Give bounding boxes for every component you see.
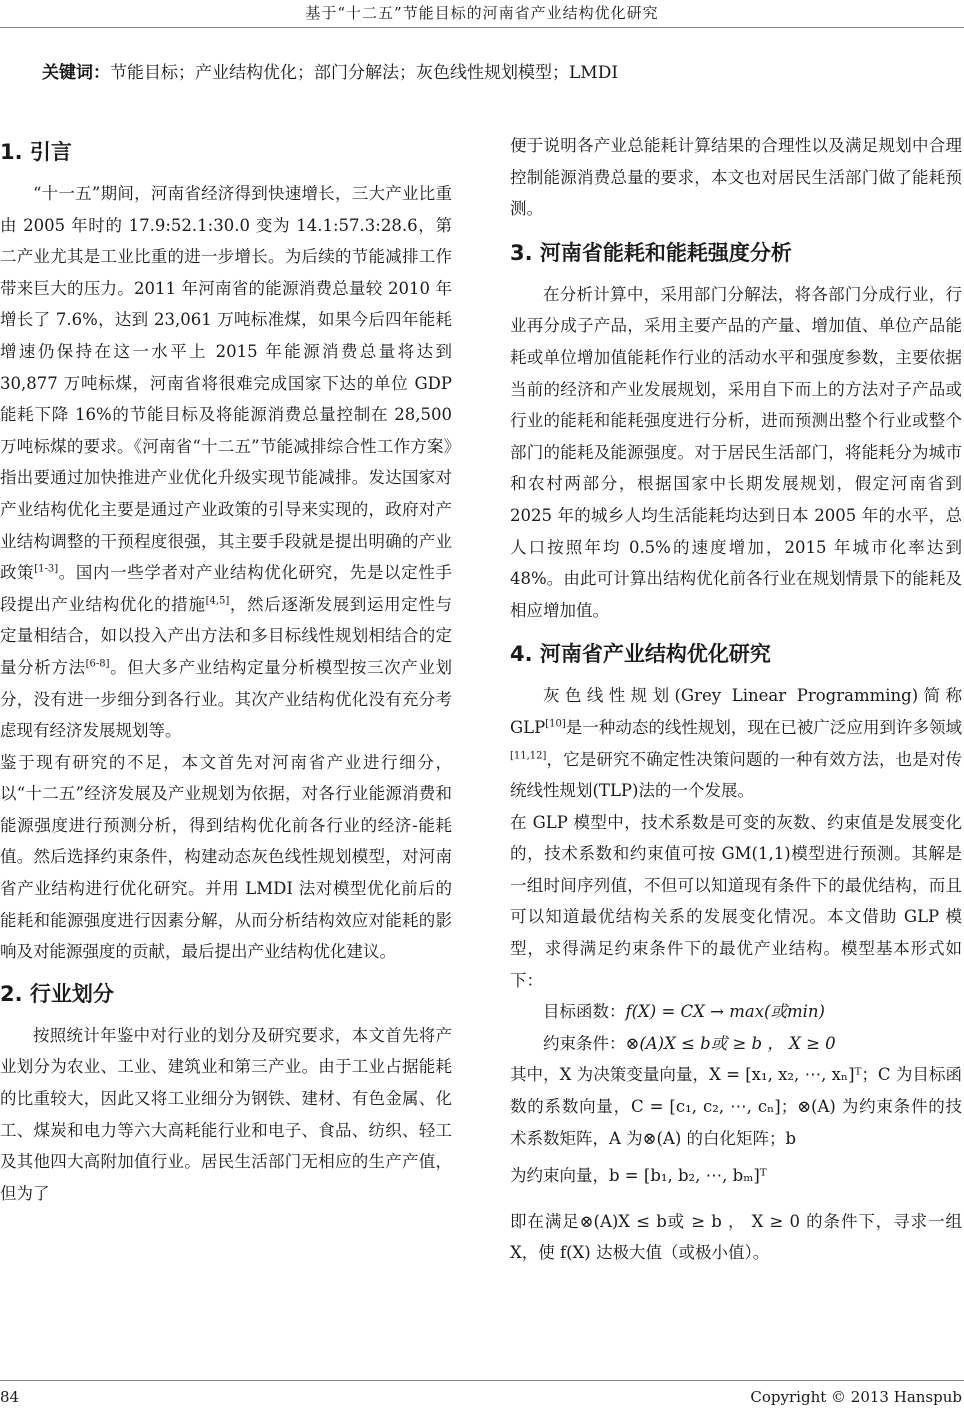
header-rule	[0, 27, 964, 28]
page-number: 84	[0, 1388, 20, 1406]
text-run: 。但大多产业结构定量分析模型按三次产业划分，没有进一步细分到各行业。其次产业结构优化没有充分考虑现有经济发展规划等。	[0, 657, 453, 741]
constraint-formula: ⊗(A)X ≤ b或 ≥ b ， X ≥ 0	[625, 1033, 836, 1053]
objective-label: 目标函数：	[543, 1002, 626, 1022]
keywords-label: 关键词：	[42, 63, 110, 83]
constraint-label: 约束条件：	[543, 1033, 626, 1053]
citation: [11,12]	[510, 750, 547, 761]
section-2-title: 2. 行业划分	[0, 981, 114, 1006]
constraint-vector-definition: 为约束向量，b = [b₁, b₂, ⋯, bₘ]ᵀ	[510, 1166, 767, 1186]
text-run: ，它是研究不确定性决策问题的一种有效方法，也是对传统线性规划(TLP)法的一个发展。	[510, 749, 962, 801]
text-run: ，然后逐渐发展到运用定性与定量相结合，如以投入产出方法和多目标线性规划相结合的定量分析方法	[0, 594, 453, 677]
text-run: “十一五”期间，河南省经济得到快速增长，三大产业比重由 2005 年时的 17.9:52.1:30.0 变为 14.1:57.3:28.6，第二产业尤其是工业比重的进一步增长。为后续的节能减排工作带来巨大的压力。2011 年河南省的能源消费总量较 2010 年增长了 7.6%，达到 23,061 万吨标准煤，如果今后四年能耗增速仍保持在这一水平上 2015 年能源消费总量将达到 30,877 万吨标煤，河南省将很难完成国家下达的单位 GDP 能耗下降 16%的节能目标及将能源消费总量控制在 28,500 万吨标煤的要求。《河南省“十二五”节能减排综合性工作方案》指出要通过加快推进产业优化升级实现节能减排。发达国家对产业结构优化主要是通过产业政策的引导来实现的，政府对产业结构调整的干预程度很强，其主要手段就是提出明确的产业政策	[0, 184, 452, 583]
text-run: 灰色线性规划(Grey Linear Programming)简称 GLP	[510, 686, 962, 737]
section-1-paragraph-1	[0, 178, 452, 747]
objective-function	[510, 996, 962, 1028]
section-4-title: 4. 河南省产业结构优化研究	[510, 642, 771, 667]
text-run: 。国内一些学者对产业结构优化研究，先是以定性手段提出产业结构优化的措施	[0, 563, 453, 614]
section-1-paragraph-2: 鉴于现有研究的不足，本文首先对河南省产业进行细分，以“十二五”经济发展及产业规划为依据，对各行业能源消费和能源强度进行预测分析，得到结构优化前各行业的经济-能耗值。然后选择约束条件，构建动态灰色线性规划模型，对河南省产业结构进行优化研究。并用 LMDI 法对模型优化前后的能耗和能源强度进行因素分解，从而分析结构效应对能耗的影响及对能源强度的贡献，最后提出产业结构优化建议。	[0, 752, 452, 962]
section-3-paragraph-1: 在分析计算中，采用部门分解法，将各部门分成行业，行业再分成子产品，采用主要产品的产量、增加值、单位产品能耗或单位增加值能耗作行业的活动水平和强度参数，主要依据当前的经济和产业发展规划，采用自下而上的方法对子产品或行业的能耗和能耗强度进行分析，进而预测出整个行业或整个部门的能耗及能源强度。对于居民生活部门，将能耗分为城市和农村两部分，根据国家中长期发展规划，假定河南省到 2025 年的城乡人均生活能耗均达到日本 2005 年的水平，总人口按照年均 0.5%的速度增加，2015 年城市化率达到 48%。由此可计算出结构优化前各行业在规划情景下的能耗及相应增加值。	[510, 284, 962, 620]
section-2-paragraph-1: 按照统计年鉴中对行业的划分及研究要求，本文首先将产业划分为农业、工业、建筑业和第三产业。由于工业占据能耗的比重较大，因此又将工业细分为钢铁、建材、有色金属、化工、煤炭和电力等六大高耗能行业和电子、食品、纺织、轻工及其他四大高附加值行业。居民生活部门无相应的生产产值，但为了	[0, 1025, 452, 1203]
model-statement: 即在满足⊗(A)X ≤ b或 ≥ b ， X ≥ 0 的条件下，寻求一组 X，使 f(X) 达极大值（或极小值）。	[510, 1211, 962, 1263]
section-3-title: 3. 河南省能耗和能耗强度分析	[510, 240, 792, 265]
citation: [1-3]	[34, 563, 59, 575]
section-4-paragraph-2: 在 GLP 模型中，技术系数是可变的灰数、约束值是发展变化的，技术系数和约束值可按 GM(1,1)模型进行预测。其解是一组时间序列值，不但可以知道现有条件下的最优结构，而且可以知道最优结构关系的发展变化情况。本文借助 GLP 模型，求得满足约束条件下的最优产业结构。模型基本形式如下：	[510, 812, 962, 990]
citation: [10]	[545, 718, 566, 730]
keywords-line	[42, 58, 618, 83]
running-title: 基于“十二五”节能目标的河南省产业结构优化研究	[305, 4, 659, 22]
variable-definitions: 其中，X 为决策变量向量，X = [x₁, x₂, ⋯, xₙ]ᵀ；C 为目标函数的系数向量，C = [c₁, c₂, ⋯, cₙ]；⊗(A) 为约束条件的技术系数矩阵，A 为⊗(A) 的白化矩阵；b	[510, 1065, 962, 1148]
keywords-text: 节能目标；产业结构优化；部门分解法；灰色线性规划模型；LMDI	[110, 63, 619, 83]
citation: [6-8]	[85, 658, 110, 670]
copyright-notice: Copyright © 2013 Hanspub	[750, 1388, 962, 1406]
footer-rule	[0, 1380, 964, 1381]
citation: [4,5]	[205, 595, 230, 607]
constraint-condition	[510, 1028, 962, 1060]
objective-formula: f(X) = CX → max(或min)	[625, 1002, 825, 1022]
section-1-title: 1. 引言	[0, 140, 72, 164]
text-run: 是一种动态的线性规划，现在已被广泛应用到许多领域	[565, 717, 962, 737]
section-2-paragraph-continued: 便于说明各产业总能耗计算结果的合理性以及满足规划中合理控制能源消费总量的要求，本文也对居民生活部门做了能耗预测。	[510, 136, 962, 219]
left-column	[0, 130, 452, 1209]
right-column	[510, 130, 962, 1269]
section-4-paragraph-1	[510, 680, 962, 806]
